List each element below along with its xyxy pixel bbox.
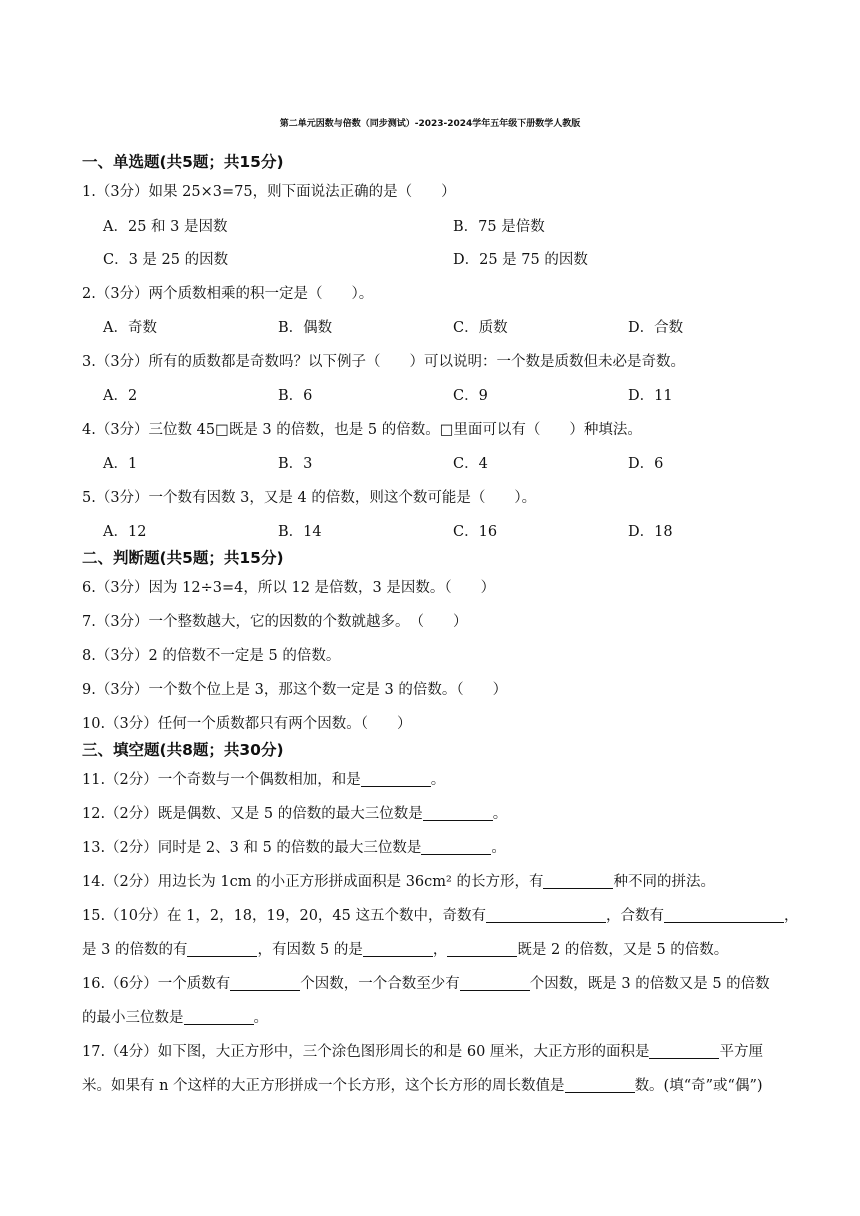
question-15-text: ， (432, 942, 448, 958)
question-15-line-2 (82, 938, 728, 959)
section-heading-true-false: 二、判断题(共5题；共15分) (82, 549, 284, 567)
q4-option-c: C．4 (453, 456, 488, 472)
section-heading-fill-blank: 三、填空题(共8题；共30分) (82, 741, 284, 759)
question-14-end: 种不同的拼法。 (613, 874, 715, 890)
answer-blank (361, 772, 431, 788)
q5-option-b: B．14 (278, 524, 322, 540)
question-17-line-2 (82, 1074, 763, 1095)
question-15-text: ，有因数 5 的是 (257, 942, 363, 958)
answer-blank (447, 942, 517, 958)
q4-option-a: A．1 (103, 456, 138, 472)
question-15-text: 是 3 的倍数的有 (82, 942, 188, 958)
answer-blank (486, 908, 606, 924)
q2-option-a: A．奇数 (103, 320, 157, 336)
q3-option-a: A．2 (103, 388, 138, 404)
question-1: 1.（3分）如果 25×3=75，则下面说法正确的是（ ） (82, 184, 456, 200)
answer-blank (565, 1078, 635, 1094)
q5-option-a: A．12 (103, 524, 147, 540)
question-16-line-2 (82, 1006, 268, 1027)
question-14 (82, 870, 715, 891)
question-9: 9.（3分）一个数个位上是 3，那这个数一定是 3 的倍数。（ ） (82, 682, 508, 698)
question-16-text: 的最小三位数是 (82, 1010, 184, 1026)
q3-option-d: D．11 (628, 388, 673, 404)
q4-option-b: B．3 (278, 456, 313, 472)
question-15-line-1 (82, 904, 798, 925)
question-2: 2.（3分）两个质数相乘的积一定是（ ）。 (82, 286, 374, 302)
q3-option-c: C．9 (453, 388, 488, 404)
question-12-text: 12.（2分）既是偶数、又是 5 的倍数的最大三位数是 (82, 806, 423, 822)
question-15-text: ，合数有 (605, 908, 664, 924)
question-16-text: 。 (253, 1010, 268, 1026)
q4-option-d: D．6 (628, 456, 664, 472)
q2-option-b: B．偶数 (278, 320, 333, 336)
answer-blank (421, 840, 491, 856)
question-11-end: 。 (430, 772, 446, 788)
question-4: 4.（3分）三位数 45□既是 3 的倍数，也是 5 的倍数。□里面可以有（ ）种填法。 (82, 422, 642, 438)
question-13 (82, 836, 506, 857)
answer-blank (230, 976, 300, 992)
q1-option-a: A．25 和 3 是因数 (103, 219, 228, 235)
question-3: 3.（3分）所有的质数都是奇数吗？以下例子（ ）可以说明：一个数是质数但未必是奇数。 (82, 354, 686, 370)
question-17-text: 数。(填“奇”或“偶”) (634, 1078, 763, 1094)
page-title: 第二单元因数与倍数（同步测试）-2023-2024学年五年级下册数学人教版 (279, 119, 581, 129)
answer-blank (363, 942, 433, 958)
question-15-text: ， (783, 908, 799, 924)
q2-option-d: D．合数 (628, 320, 684, 336)
question-17-text: 平方厘 (719, 1044, 763, 1060)
q3-option-b: B．6 (278, 388, 313, 404)
q5-option-c: C．16 (453, 524, 498, 540)
question-11 (82, 768, 445, 789)
question-13-text: 13.（2分）同时是 2、3 和 5 的倍数的最大三位数是 (82, 840, 422, 856)
question-17-text: 米。如果有 n 个这样的大正方形拼成一个长方形，这个长方形的周长数值是 (82, 1078, 565, 1094)
question-11-text: 11.（2分）一个奇数与一个偶数相加，和是 (82, 772, 361, 788)
question-12 (82, 802, 507, 823)
question-14-text: 14.（2分）用边长为 1cm 的小正方形拼成面积是 36cm² 的长方形，有 (82, 874, 544, 890)
answer-blank (184, 1010, 254, 1026)
answer-blank (187, 942, 257, 958)
question-17-line-1 (82, 1040, 763, 1061)
question-7: 7.（3分）一个整数越大，它的因数的个数就越多。 （ ） (82, 614, 468, 630)
question-6: 6.（3分）因为 12÷3=4，所以 12 是倍数，3 是因数。（ ） (82, 580, 496, 596)
answer-blank (543, 874, 613, 890)
q1-option-c: C．3 是 25 的因数 (103, 252, 229, 268)
answer-blank (423, 806, 493, 822)
question-12-end: 。 (492, 806, 508, 822)
question-10: 10.（3分）任何一个质数都只有两个因数。（ ） (82, 716, 412, 732)
q1-option-b: B．75 是倍数 (453, 219, 545, 235)
section-heading-single-choice: 一、单选题(共5题；共15分) (82, 153, 284, 171)
question-5: 5.（3分）一个数有因数 3，又是 4 的倍数，则这个数可能是（ ）。 (82, 490, 537, 506)
question-16-line-1 (82, 972, 770, 993)
question-15-text: 15.（10分）在 1，2，18，19，20，45 这五个数中，奇数有 (82, 908, 486, 924)
q1-option-d: D．25 是 75 的因数 (453, 252, 588, 268)
question-17-text: 17.（4分）如下图，大正方形中，三个涂色图形周长的和是 60 厘米，大正方形的面积是 (82, 1044, 650, 1060)
q5-option-d: D．18 (628, 524, 673, 540)
question-8: 8.（3分）2 的倍数不一定是 5 的倍数。 (82, 648, 341, 664)
answer-blank (664, 908, 784, 924)
question-16-text: 个因数，一个合数至少有 (300, 976, 460, 992)
answer-blank (460, 976, 530, 992)
q2-option-c: C．质数 (453, 320, 508, 336)
question-16-text: 16.（6分）一个质数有 (82, 976, 231, 992)
question-13-end: 。 (491, 840, 506, 856)
question-16-text: 个因数，既是 3 的倍数又是 5 的倍数 (529, 976, 770, 992)
answer-blank (649, 1044, 719, 1060)
question-15-text: 既是 2 的倍数，又是 5 的倍数。 (517, 942, 729, 958)
